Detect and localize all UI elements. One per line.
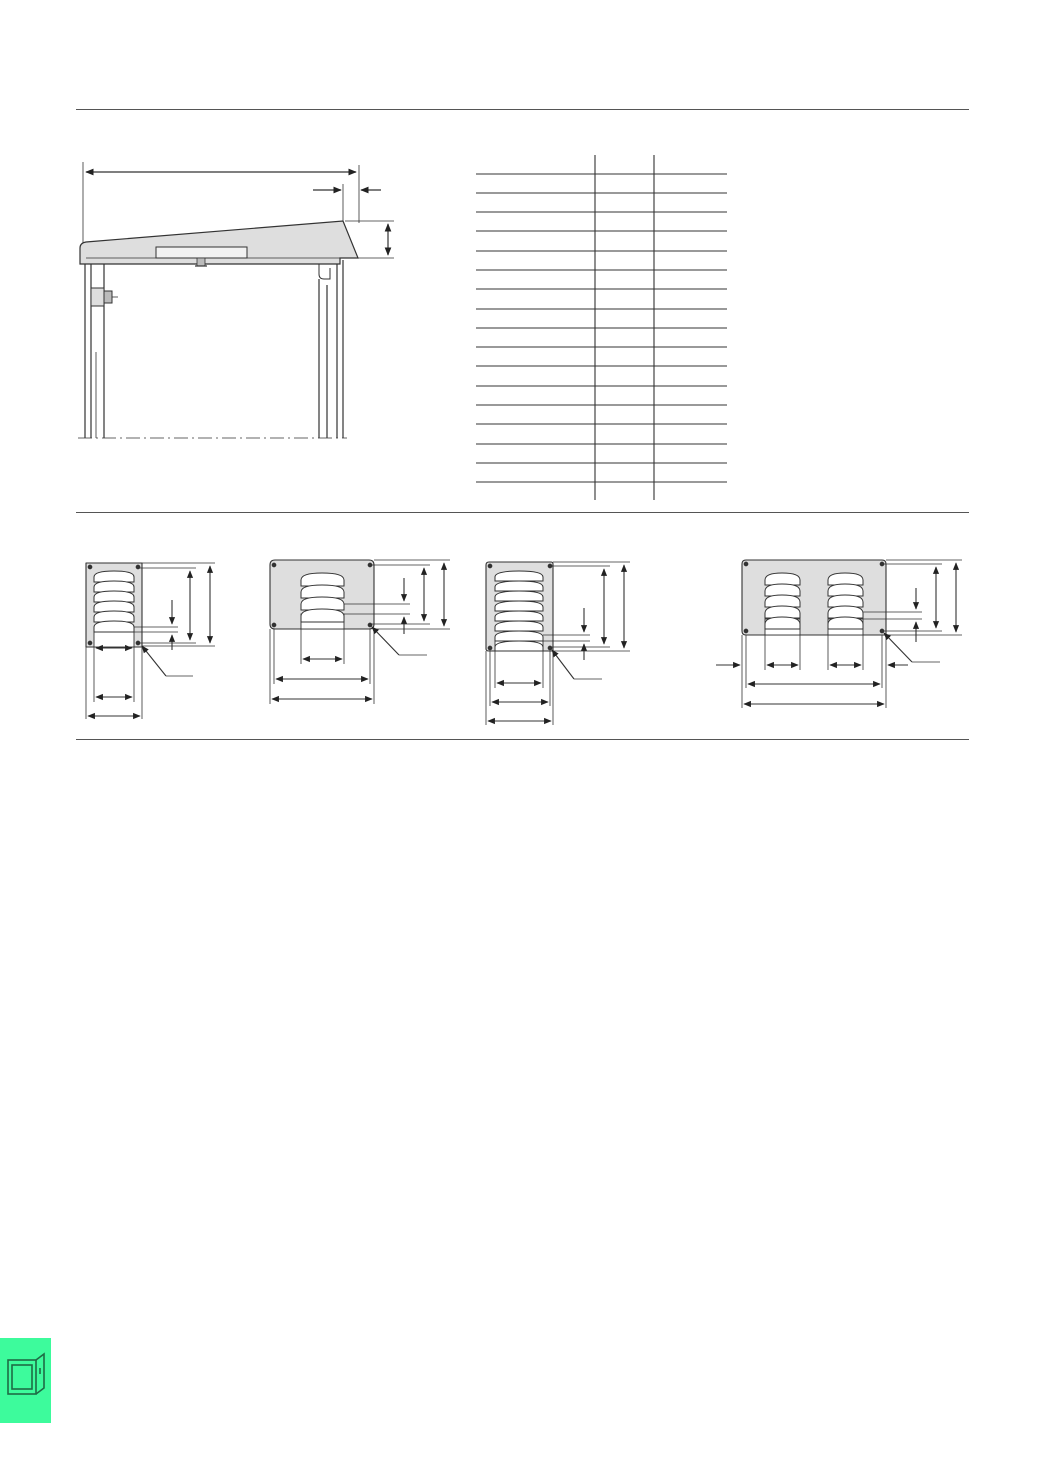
vent-plate-4 bbox=[716, 560, 962, 708]
side-tab bbox=[0, 1338, 51, 1423]
vent-plate-2 bbox=[270, 560, 450, 704]
vent-plate-3 bbox=[486, 562, 630, 725]
dimension-table bbox=[476, 155, 727, 500]
roof-section-drawing bbox=[78, 162, 394, 438]
vent-plate-1 bbox=[86, 563, 215, 719]
